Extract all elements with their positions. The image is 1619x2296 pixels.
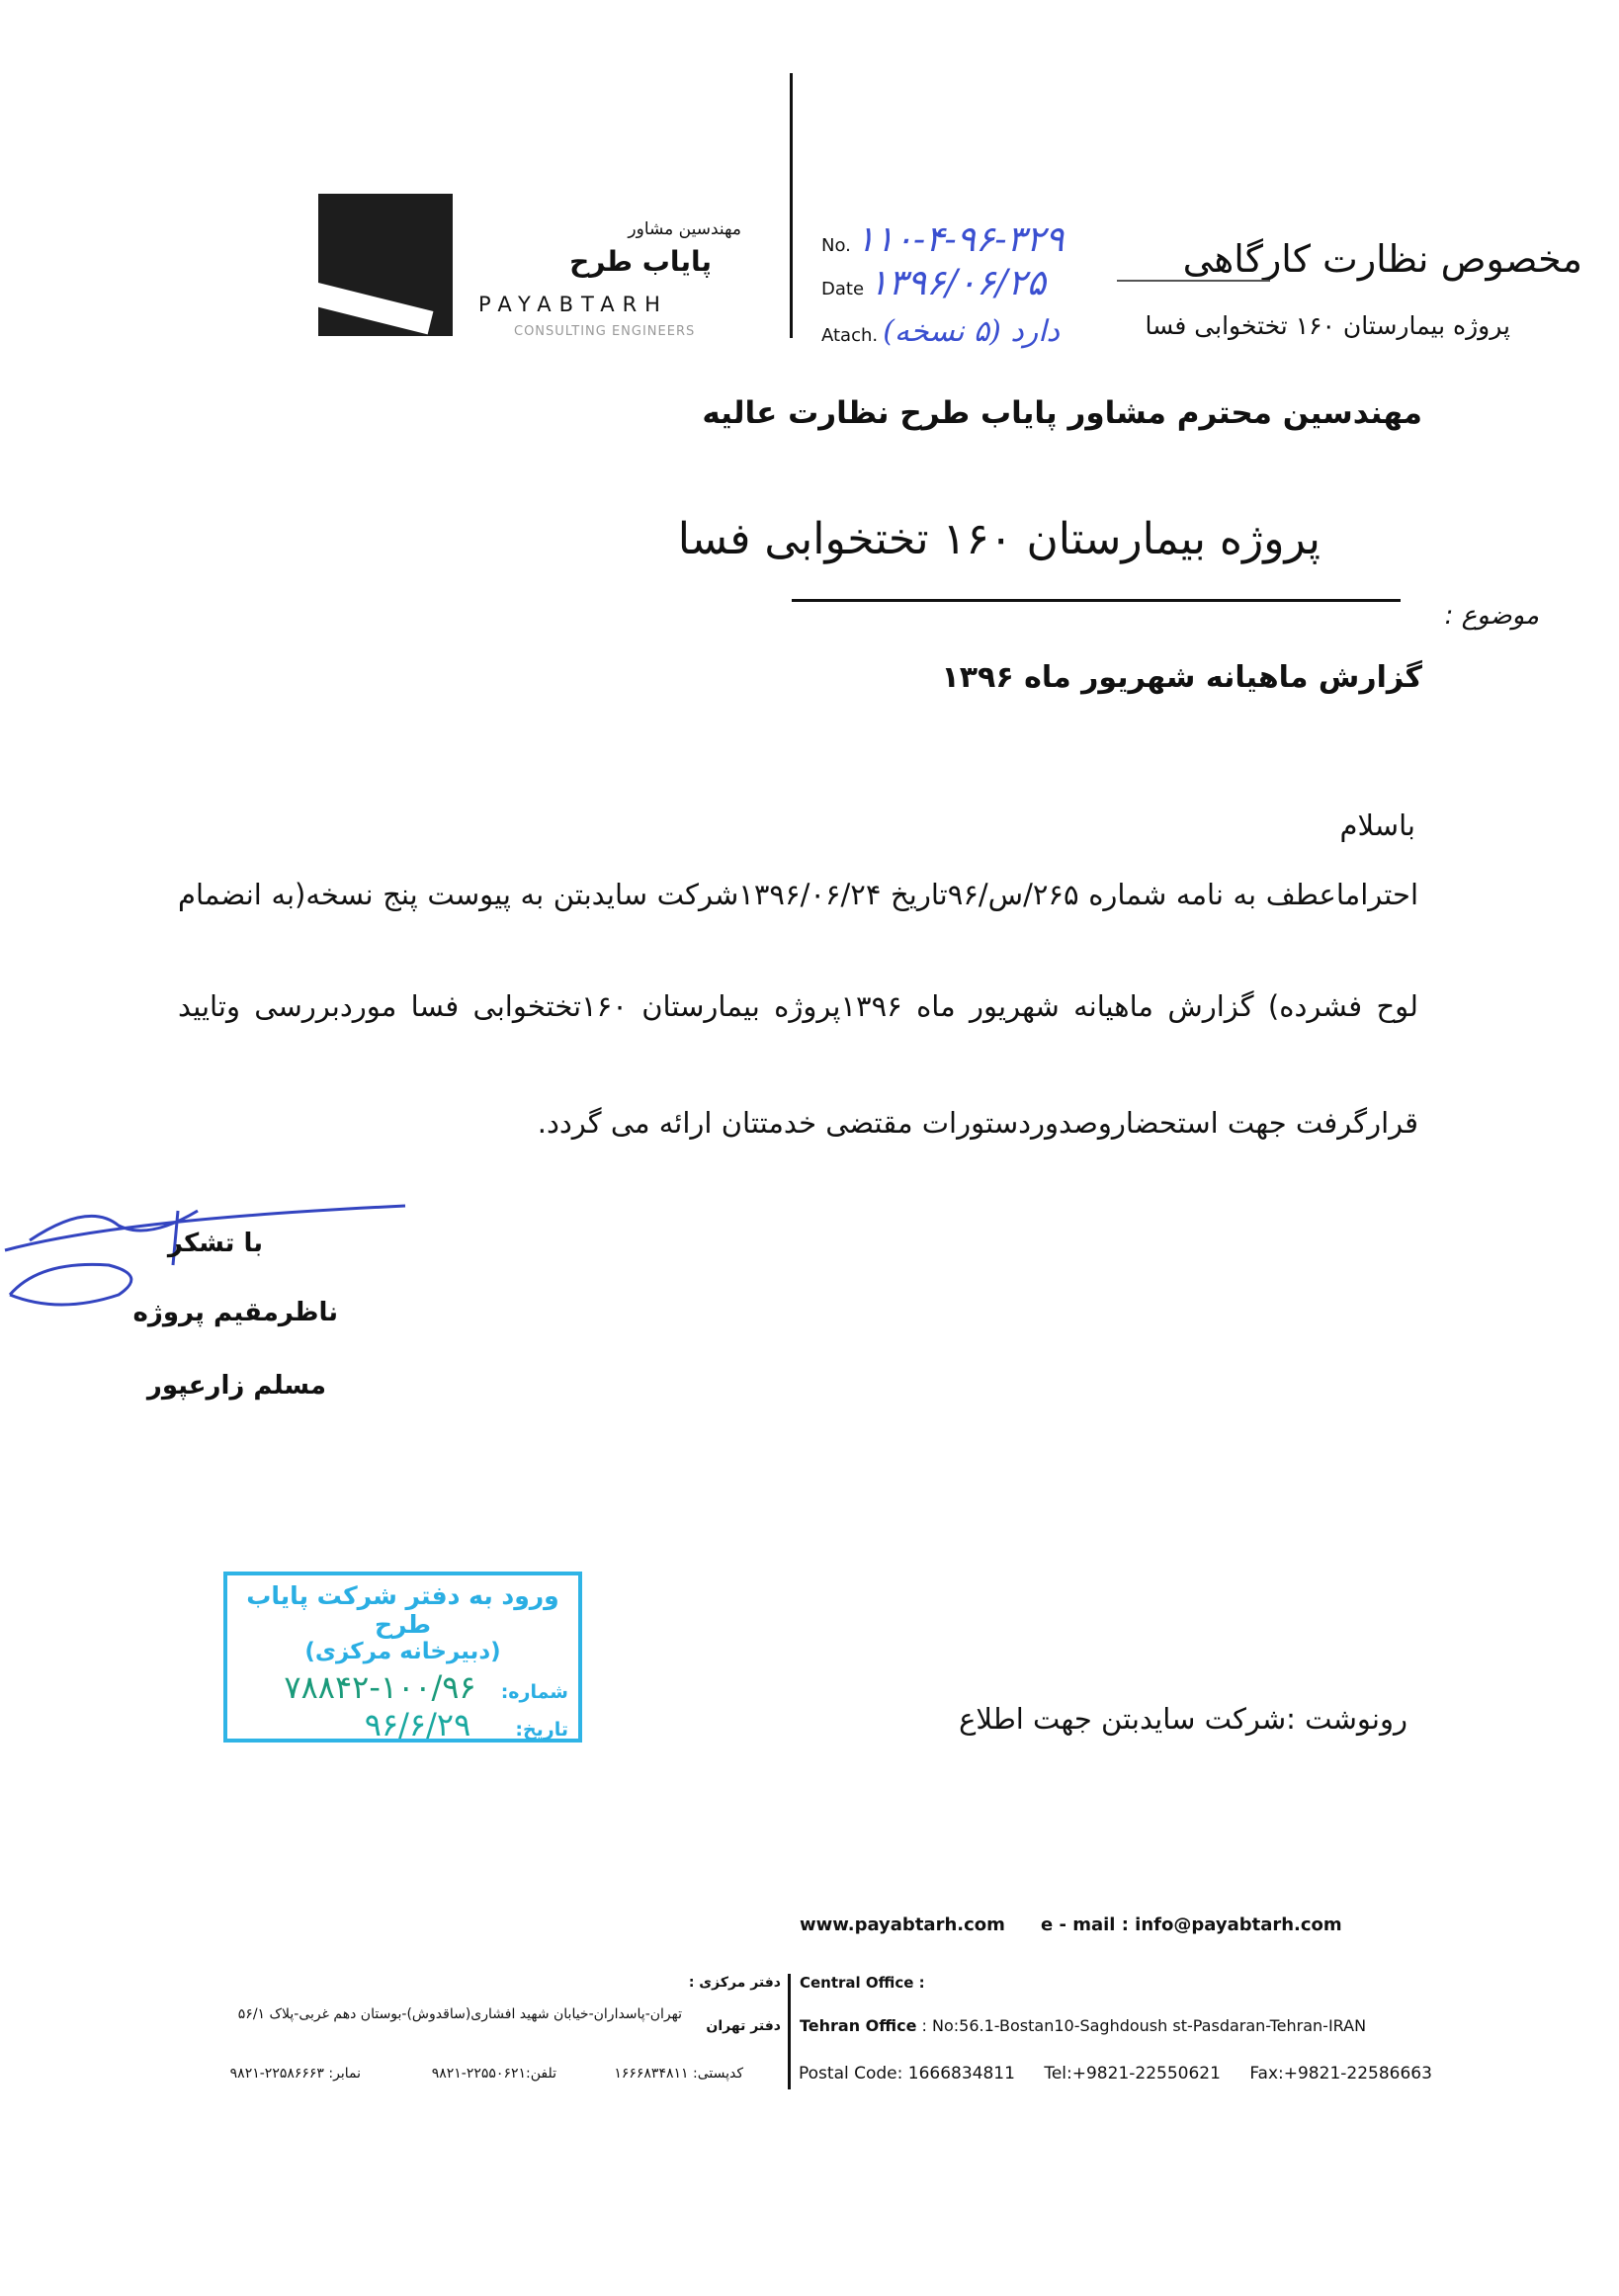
tehran-office [800,2016,1366,2035]
logo-fa-name: پایاب طرح [569,245,712,278]
email-link[interactable]: e - mail : info@payabtarh.com [1041,1914,1342,1935]
subject-line: گزارش ماهیانه شهریور ماه ۱۳۹۶ [941,660,1422,695]
date-label: Date [821,279,865,299]
letter-number [821,219,1065,260]
attach-label: Atach. [821,325,879,346]
fa-address: تهران-پاسداران-خیابان شهید افشاری(ساقدوش)-بوستان دهم غربی-پلاک ۵۶/۱ [237,2006,682,2022]
stamp-line-1: ورود به دفتر شرکت پایاب طرح [246,1581,559,1639]
title-underline [1117,280,1270,282]
subject-handwritten: پروژه بیمارستان ۱۶۰ تختخوابی فسا [677,514,1321,564]
carbon-copy: رونوشت :شرکت سایدبتن جهت اطلاع [959,1702,1407,1736]
company-logo-mark [318,194,453,336]
subject-label: موضوع : [1444,601,1539,631]
footer-divider [788,1974,791,2089]
fa-fax: نمابر: ۲۲۵۸۶۶۶۳-۹۸۲۱ [229,2066,361,2082]
body-line-1: احتراماعطف به نامه شماره ۲۶۵/س/۹۶تاریخ ۱۳۹۶/۰۶/۲۴شرکت سایدبتن به پیوست پنج نسخه(به انضمام [178,878,1419,911]
subject-underline [792,599,1401,602]
logo-en-name: PAYABTARH [478,293,668,316]
logo-fa-subtitle: مهندسین مشاور [628,219,741,239]
received-stamp [223,1572,582,1743]
website-link[interactable]: www.payabtarh.com [800,1914,1005,1935]
contact-info [799,2064,1432,2083]
signer-name: مسلم زارعپور [146,1371,326,1401]
letter-date [821,263,1046,303]
stamp-line-2: (دبیرخانه مرکزی) [304,1639,501,1664]
stamp-number-label: شماره: [500,1681,568,1703]
attach-value: دارد (۵ نسخه) [883,314,1060,349]
closing: با تشکر [167,1229,263,1258]
body-line-3: قرارگرفت جهت استحضاروصدوردستورات مقتضی خدمتتان ارائه می گردد. [537,1106,1418,1140]
addressee: مهندسین محترم مشاور پایاب طرح نظارت عالیه [702,395,1422,431]
fa-central-office-label: دفتر مرکزی : [688,1975,781,1991]
no-value: ۱۱۰-۴-۹۶-۳۲۹ [855,219,1065,260]
signer-title: ناظرمقیم پروژه [132,1298,338,1327]
central-office-label: Central Office : [800,1974,925,1992]
stamp-date-label: تاریخ: [515,1719,568,1741]
fax: Fax:+9821-22586663 [1249,2064,1432,2083]
fa-tehran-office-label: دفتر تهران [706,2018,781,2034]
date-value: ۱۳۹۶/۰۶/۲۵ [869,263,1047,303]
stamp-date-value: ۹۶/۶/۲۹ [364,1706,471,1743]
letter-attachment [821,314,1060,349]
tehran-office-label: Tehran Office [800,2016,917,2035]
body-line-2: لوح فشرده) گزارش ماهیانه شهریور ماه ۱۳۹۶پروژه بیمارستان ۱۶۰تختخوابی فسا موردبررسی وتایید [178,989,1418,1023]
header-divider [790,73,793,338]
document-title: مخصوص نظارت کارگاهی [1182,237,1582,281]
fa-telephone: تلفن:۲۲۵۵۰۶۲۱-۹۸۲۱ [431,2066,556,2082]
telephone: Tel:+9821-22550621 [1044,2064,1221,2083]
logo-en-subtitle: CONSULTING ENGINEERS [514,324,696,339]
header-project-name: پروژه بیمارستان ۱۶۰ تختخوابی فسا [1145,311,1510,340]
postal-code: Postal Code: 1666834811 [799,2064,1015,2083]
no-label: No. [821,235,851,256]
fa-postal-code: کدپستی: ۱۶۶۶۸۳۴۸۱۱ [614,2066,743,2082]
stamp-number-value: ۱۰۰/۹۶-۷۸۸۴۲ [284,1668,476,1706]
greeting: باسلام [1339,808,1415,842]
tehran-office-address: : No:56.1-Bostan10-Saghdoush st-Pasdaran-Tehran-IRAN [916,2016,1367,2035]
